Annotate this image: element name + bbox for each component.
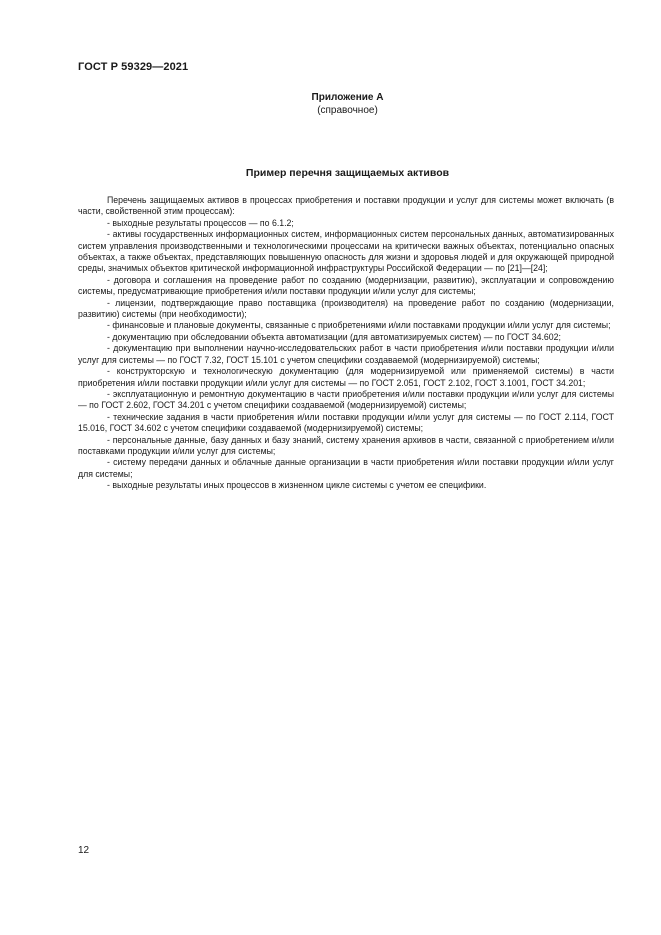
list-item: - документацию при выполнении научно-исследовательских работ в части приобретения и/или поставки продукции и/или услуг для системы — по ГОСТ 7.32, ГОСТ 15.101 с учетом специфики создаваемой (модернизируемой) системы;	[78, 343, 614, 365]
body-text	[78, 195, 614, 492]
standard-designation: ГОСТ Р 59329—2021	[78, 61, 189, 73]
list-item: - активы государственных информационных систем, информационных систем персональных данных, автоматизированных систем управления производственными и технологическими процессами на критически важных объектах, потенциально опасных объектах, а также объектах, представляющих повышенную опасность для жизни и здоровья людей и для окружающей природной среды, значимых объектов критической информационной инфраструктуры Российской Федерации — по [21]—[24];	[78, 229, 614, 274]
list-item: - договора и соглашения на проведение работ по созданию (модернизации, развитию), эксплуатации и сопровождению системы, предусматривающие приобретения и/или поставки продукции и/или услуг для системы;	[78, 274, 614, 297]
list-item: - выходные результаты процессов — по 6.1.2;	[107, 217, 294, 228]
list-item: - конструкторскую и технологическую документацию (для модернизируемой или применяемой системы) в части приобретения и/или поставки продукции и/или услуг для системы — по ГОСТ 2.051, ГОСТ 2.102, ГОСТ 3.1001, ГОСТ 34.201;	[78, 366, 614, 388]
appendix-heading	[0, 91, 661, 117]
intro-paragraph: Перечень защищаемых активов в процессах приобретения и поставки продукции и услуг для системы может включать (в части, свойственной этим процессам):	[78, 195, 614, 217]
list-item: - систему передачи данных и облачные данные организации в части приобретения и/или поставки продукции и/или услуг для системы;	[78, 457, 614, 479]
list-item: - лицензии, подтверждающие право поставщика (производителя) на проведение работ по созданию (модернизации, развитию) системы (при необходимости);	[78, 297, 614, 320]
list-item: - финансовые и плановые документы, связанные с приобретениями и/или поставками продукции и/или услуг для системы;	[107, 320, 611, 331]
list-item: - эксплуатационную и ремонтную документацию в части приобретения и/или поставки продукции и/или услуг для системы — по ГОСТ 2.602, ГОСТ 34.201 с учетом специфики создаваемой (модернизируемой) системы;	[78, 388, 614, 411]
appendix-title: Приложение А	[311, 92, 384, 103]
list-item: - персональные данные, базу данных и базу знаний, систему хранения архивов в части, связанной с приобретением и/или поставками продукции и/или услуг для системы;	[78, 434, 614, 456]
list-item: - выходные результаты иных процессов в жизненном цикле системы с учетом ее специфики.	[107, 480, 487, 491]
list-item: - документацию при обследовании объекта автоматизации (для автоматизируемых систем) — по ГОСТ 34.602;	[107, 331, 561, 342]
appendix-type: (справочное)	[317, 105, 378, 116]
document-title: Пример перечня защищаемых активов	[245, 167, 450, 179]
page-number: 12	[78, 845, 90, 856]
list-item: - технические задания в части приобретения и/или поставки продукции и/или услуг для системы — по ГОСТ 2.114, ГОСТ 15.016, ГОСТ 34.602 с учетом специфики создаваемой (модернизируемой) системы;	[78, 411, 614, 434]
